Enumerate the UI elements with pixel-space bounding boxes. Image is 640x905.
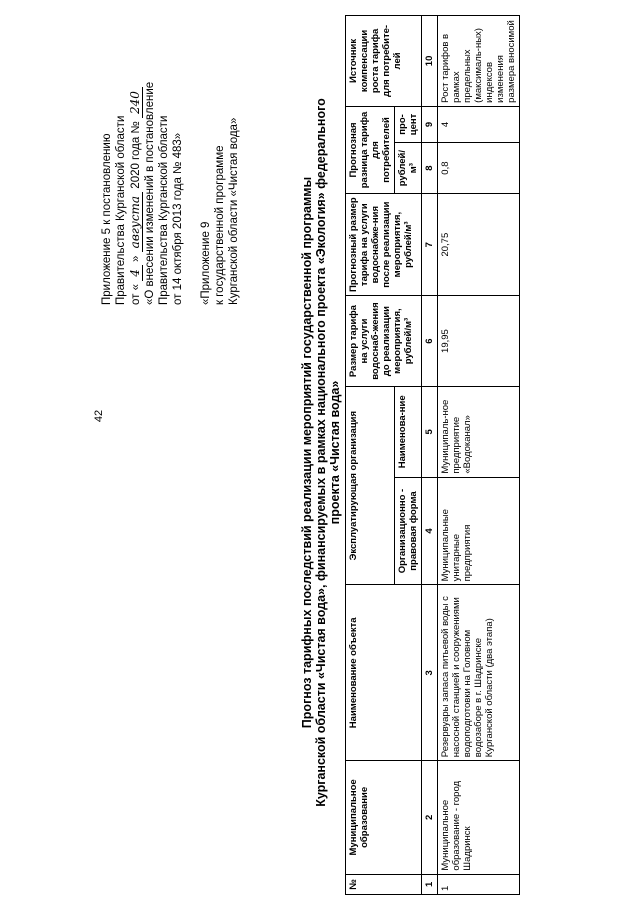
handwritten-month: августа — [128, 192, 143, 252]
municipality-cell: Муниципальное образование - город Шадринск — [438, 761, 520, 874]
header-operator-group: Эксплуатирующая организация — [346, 386, 395, 584]
title-line: Курганской области «Чистая вода», финансируемых в рамках национального проекта «Экология» федерального — [314, 98, 328, 807]
column-number: 9 — [422, 106, 438, 142]
header-legal-form: Организационно - правовая форма — [395, 477, 422, 585]
table-row — [438, 16, 520, 895]
tariff-after-cell: 20,75 — [438, 194, 520, 296]
column-number: 7 — [422, 194, 438, 296]
column-number-row — [422, 16, 438, 895]
header-tariff-after: Прогнозный размер тарифа на услуги водоснабже-ния после реализации мероприятия, рублей/м³ — [346, 194, 422, 296]
source-cell: Рост тарифов в рамках предельных (максималь-ных) индексов изменения размера вносимой — [438, 16, 520, 107]
column-number: 1 — [422, 874, 438, 894]
column-number: 6 — [422, 296, 438, 387]
header-object: Наименование объекта — [346, 585, 422, 761]
title-line: Прогноз тарифных последствий реализации мероприятий государственной программы — [300, 176, 314, 729]
header-municipality: Муниципальное образование — [346, 761, 422, 874]
page-number: 42 — [93, 409, 105, 423]
handwritten-day: 4 — [128, 265, 143, 281]
preamble-date-line: от « 4 » августа 2020 года № 240 — [128, 5, 143, 305]
preamble-line: Приложение 5 к постановлению — [101, 133, 113, 305]
addendum-line: «Приложение 9 — [200, 221, 212, 305]
header-number: № — [346, 874, 422, 894]
addendum-block — [199, 5, 241, 305]
header-source: Источник компенсации роста тарифа для потребите-лей — [346, 16, 422, 107]
addendum-line: к государственной программе — [214, 145, 226, 305]
header-diff-pct: про-цент — [395, 106, 422, 142]
legal-form-cell: Муниципальные унитарные предприятия — [438, 477, 520, 585]
row-number: 1 — [438, 874, 520, 894]
resolution-preamble — [100, 5, 241, 305]
tariff-table — [345, 15, 520, 895]
preamble-line: «О внесении изменений в постановление — [144, 81, 156, 305]
diff-pct-cell: 4 — [438, 106, 520, 142]
column-number: 2 — [422, 761, 438, 874]
header-diff-group: Прогнозная разница тарифа для потребителей — [346, 106, 395, 193]
column-number: 10 — [422, 16, 438, 107]
org-name-cell: Муниципаль-ное предприятие «Водоканал» — [438, 386, 520, 477]
column-number: 4 — [422, 477, 438, 585]
preamble-line: Правительства Курганской области — [158, 115, 170, 305]
tariff-before-cell: 19,95 — [438, 296, 520, 387]
column-number: 8 — [422, 143, 438, 194]
object-cell: Резервуары запаса питьевой воды с насосной станцией и сооружениями водоподготовки на Головном водозаборе в г. Шадринске Курганской области (два этапа) — [438, 585, 520, 761]
document-title — [300, 0, 342, 905]
column-number: 5 — [422, 386, 438, 477]
title-line: проекта «Чистая вода» — [328, 380, 342, 525]
header-org-name: Наименова-ние — [395, 386, 422, 477]
diff-rub-cell: 0,8 — [438, 143, 520, 194]
preamble-line: Правительства Курганской области — [115, 115, 127, 305]
handwritten-number: 240 — [128, 87, 143, 118]
header-tariff-before: Размер тарифа на услуги водоснаб-жения до реализации мероприятия, рублей/м³ — [346, 296, 422, 387]
addendum-line: Курганской области «Чистая вода» — [228, 117, 240, 305]
preamble-line: от 14 октября 2013 года № 483» — [172, 132, 184, 305]
header-diff-rub: рублей/м³ — [395, 143, 422, 194]
column-number: 3 — [422, 585, 438, 761]
